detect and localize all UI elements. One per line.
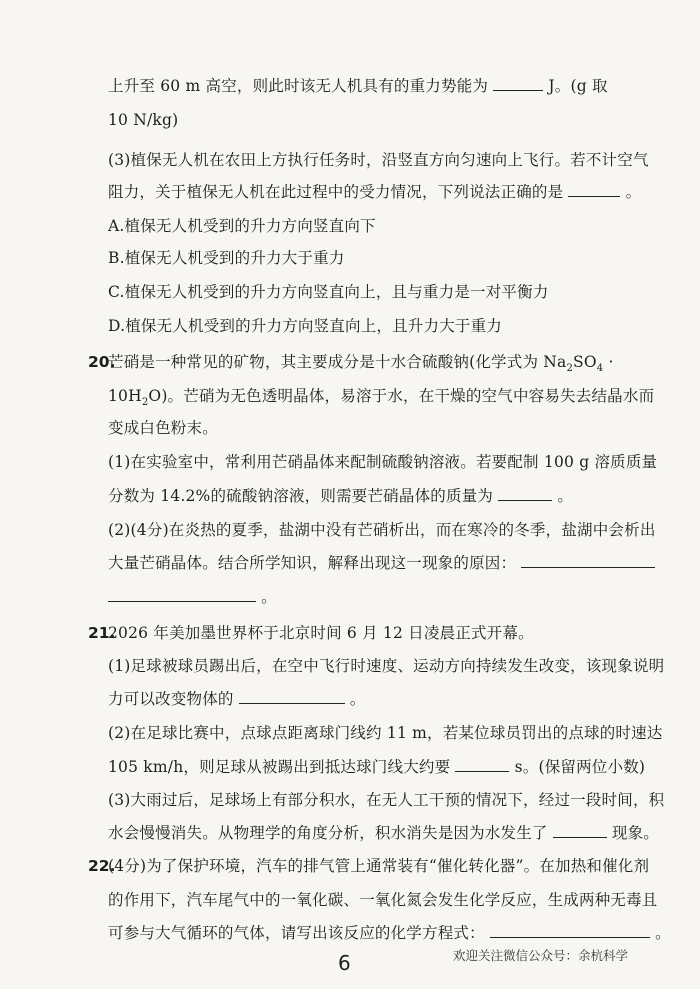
q20-part2-line-2 [108,553,655,573]
option-a: A.植保无人机受到的升力方向竖直向下 [108,217,376,235]
q21-part1-line-1: (1)足球被球员踢出后，在空中飞行时速度、运动方向持续发生改变，该现象说明 [108,657,665,675]
q20-part1-line-2 [108,486,573,506]
subscript: 2 [566,363,574,375]
q22-line-2: 的作用下，汽车尾气中的一氧化碳、一氧化氮会发生化学反应，生成两种无毒且 [108,891,658,909]
q19-part3-line-2 [108,182,641,202]
q20-text: · [603,353,614,371]
q22-line-1: (4分)为了保护环境，汽车的排气管上通常装有“催化转化器”。在加热和催化剂 [108,857,650,875]
q21-part2-line-1: (2)在足球比赛中，点球点距离球门线约 11 m，若某位球员罚出的点球的时速达 [108,724,663,742]
question-number-20: 20. [88,353,116,371]
q20-line-1 [108,352,614,379]
option-c: C.植保无人机受到的升力方向竖直向上，且与重力是一对平衡力 [108,283,549,301]
q20-part2-line-1: (2)(4分)在炎热的夏季，盐湖中没有芒硝析出，而在寒冷的冬季，盐湖中会析出 [108,521,656,539]
q20-line-2 [108,386,654,413]
answer-blank[interactable] [455,757,509,772]
q20-part2-line-3 [108,587,277,607]
footer-note: 欢迎关注微信公众号：余杭科学 [453,948,629,963]
q20-part1-line-1: (1)在实验室中，常利用芒硝晶体来配制硫酸钠溶液。若要配制 100 g 溶质质量 [108,453,658,471]
q19-part3-line-1: (3)植保无人机在农田上方执行任务时，沿竖直方向匀速向上飞行。若不计空气 [108,151,649,169]
answer-blank[interactable] [490,923,650,938]
q21-part1-line-2 [108,689,366,709]
q20-text: SO [573,353,597,371]
q20-text: 。 [261,588,277,606]
q19-text: 阻力，关于植保无人机在此过程中的受力情况，下列说法正确的是 [108,183,564,201]
answer-blank[interactable] [568,182,620,197]
subscript: 4 [596,363,604,375]
q19-line-2: 10 N/kg) [108,111,179,129]
option-b: B.植保无人机受到的升力大于重力 [108,249,345,267]
q21-text: 力可以改变物体的 [108,690,234,708]
option-d: D.植保无人机受到的升力方向竖直向上，且升力大于重力 [108,317,503,335]
q19-text: 。 [625,183,642,201]
answer-blank[interactable] [521,553,655,568]
q21-text: 现象。 [611,824,659,842]
answer-blank[interactable] [493,76,543,91]
question-number-21: 21. [88,624,116,642]
q21-text: 105 km/h，则足球从被踢出到抵达球门线大约要 [108,758,451,776]
q21-text: 。 [349,690,366,708]
answer-blank[interactable] [498,486,552,501]
q19-text: J。(g 取 [548,77,608,95]
page-number: 6 [338,951,351,975]
q21-part2-line-2 [108,757,645,777]
q20-text: 10H [108,387,142,405]
q21-line-1: 2026 年美加墨世界杯于北京时间 6 月 12 日凌晨正式开幕。 [108,624,534,642]
q22-line-3 [108,923,671,943]
q20-line-3: 变成白色粉末。 [108,419,218,437]
q19-text: 上升至 60 m 高空，则此时该无人机具有的重力势能为 [108,77,489,95]
q22-text: 可参与大气循环的气体，请写出该反应的化学方程式： [108,924,485,942]
q20-text: O)。芒硝为无色透明晶体，易溶于水，在干燥的空气中容易失去结晶水而 [148,387,655,405]
q19-line-1 [108,76,608,96]
q22-text: 。 [655,924,671,942]
answer-blank[interactable] [553,823,607,838]
answer-blank[interactable] [239,689,345,704]
q21-text: s。(保留两位小数) [514,758,646,776]
q21-part3-line-1: (3)大雨过后，足球场上有部分积水，在无人工干预的情况下，经过一段时间，积 [108,791,665,809]
answer-blank[interactable] [108,587,256,602]
question-number-22: 22. [88,857,116,875]
q21-part3-line-2 [108,823,659,843]
q20-text: 。 [557,487,574,505]
q20-text: 大量芒硝晶体。结合所学知识，解释出现这一现象的原因： [108,554,517,572]
subscript: 2 [141,397,149,409]
q20-text: 芒硝是一种常见的矿物，其主要成分是十水合硫酸钠(化学式为 Na [108,353,567,371]
q20-text: 分数为 14.2%的硫酸钠溶液，则需要芒硝晶体的质量为 [108,487,494,505]
q21-text: 水会慢慢消失。从物理学的角度分析，积水消失是因为水发生了 [108,824,548,842]
